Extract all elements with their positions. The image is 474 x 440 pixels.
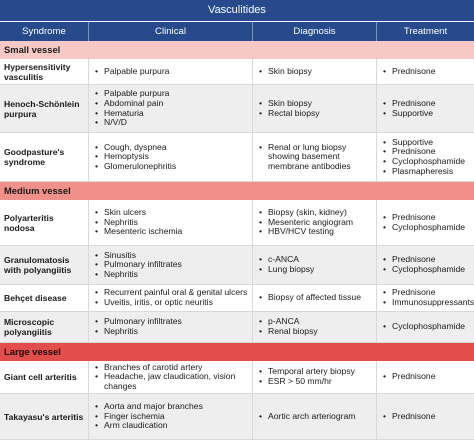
clinical-list — [89, 251, 186, 280]
syndrome-cell — [0, 394, 89, 439]
clinical-item: • Pulmonary infiltrates — [95, 260, 182, 270]
syndrome-name-line: Microscopic — [4, 317, 55, 327]
diagnosis-item: • HBV/HCV testing — [259, 227, 353, 237]
syndrome-name-line: Henoch-Schönlein — [4, 98, 80, 109]
treatment-item: • Prednisone — [383, 99, 435, 109]
syndrome-name — [4, 293, 67, 303]
treatment-list — [377, 288, 474, 307]
clinical-cell — [89, 285, 253, 311]
clinical-list — [89, 89, 173, 127]
diagnosis-cell — [253, 246, 377, 284]
treatment-list — [377, 138, 469, 176]
treatment-item: • Prednisone — [383, 67, 435, 77]
column-header-row — [0, 22, 474, 41]
syndrome-cell — [0, 361, 89, 393]
table-title: Vasculitides — [0, 0, 474, 22]
table-row — [0, 133, 474, 182]
syndrome-name-line: syndrome — [4, 157, 46, 167]
clinical-list — [89, 288, 251, 307]
section-header: Large vessel — [0, 343, 474, 361]
column-header-diagnosis: Diagnosis — [253, 22, 377, 41]
diagnosis-cell — [253, 59, 377, 84]
syndrome-name-line: with polyangiitis — [4, 265, 72, 275]
treatment-item: • Cyclophosphamide — [383, 157, 465, 167]
syndrome-cell — [0, 200, 89, 245]
clinical-item: • Aorta and major branches — [95, 402, 203, 412]
syndrome-cell — [0, 133, 89, 181]
treatment-cell — [377, 246, 474, 284]
syndrome-name — [4, 147, 64, 167]
table-row — [0, 85, 474, 133]
treatment-list — [377, 412, 439, 422]
clinical-item: • Finger ischemia — [95, 412, 203, 422]
clinical-list — [89, 67, 173, 77]
table-row — [0, 246, 474, 285]
treatment-item: • Prednisone — [383, 372, 435, 382]
treatment-list — [377, 322, 469, 332]
diagnosis-item: • Renal or lung biopsy showing basement membrane antibodies — [259, 143, 372, 172]
treatment-item: • Prednisone — [383, 288, 474, 298]
treatment-item: • Prednisone — [383, 147, 465, 157]
clinical-item: • Headache, jaw claudication, vision changes — [95, 372, 248, 391]
syndrome-name — [4, 372, 77, 382]
clinical-item: • Pulmonary infiltrates — [95, 317, 182, 327]
clinical-item: • Nephritis — [95, 327, 182, 337]
treatment-item: • Cyclophosphamide — [383, 322, 465, 332]
syndrome-name-line: Giant cell arteritis — [4, 372, 77, 382]
clinical-item: • Palpable purpura — [95, 67, 169, 77]
diagnosis-item: • ESR > 50 mm/hr — [259, 377, 355, 387]
clinical-item: • N/V/D — [95, 118, 169, 128]
diagnosis-list — [253, 317, 322, 336]
clinical-cell — [89, 59, 253, 84]
clinical-item: • Sinusitis — [95, 251, 182, 261]
clinical-cell — [89, 246, 253, 284]
diagnosis-list — [253, 208, 357, 237]
clinical-item: • Hematuria — [95, 109, 169, 119]
treatment-item: • Plasmapheresis — [383, 167, 465, 177]
diagnosis-cell — [253, 394, 377, 439]
diagnosis-list — [253, 255, 318, 274]
clinical-cell — [89, 312, 253, 342]
clinical-list — [89, 208, 186, 237]
clinical-cell — [89, 85, 253, 132]
treatment-cell — [377, 59, 474, 84]
clinical-item: • Branches of carotid artery — [95, 363, 248, 373]
syndrome-cell — [0, 285, 89, 311]
column-header-treatment: Treatment — [403, 26, 448, 37]
syndrome-name — [4, 412, 83, 422]
diagnosis-list — [253, 99, 324, 118]
syndrome-name-line: Hypersensitivity — [4, 61, 71, 72]
syndrome-name-line: Granulomatosis — [4, 255, 70, 265]
diagnosis-list — [253, 67, 316, 77]
section-header: Small vessel — [0, 41, 474, 59]
clinical-item: • Cough, dyspnea — [95, 143, 176, 153]
treatment-list — [377, 255, 469, 274]
clinical-item: • Nephritis — [95, 218, 182, 228]
clinical-item: • Abdominal pain — [95, 99, 169, 109]
diagnosis-item: • Lung biopsy — [259, 265, 314, 275]
clinical-item: • Glomerulonephritis — [95, 162, 176, 172]
diagnosis-item: • p-ANCA — [259, 317, 318, 327]
clinical-cell — [89, 394, 253, 439]
diagnosis-item: • Biopsy (skin, kidney) — [259, 208, 353, 218]
treatment-item: • Supportive — [383, 138, 465, 148]
diagnosis-cell — [253, 285, 377, 311]
section-header: Medium vessel — [0, 182, 474, 200]
table-row — [0, 59, 474, 85]
table-row — [0, 394, 474, 440]
syndrome-cell — [0, 246, 89, 284]
syndrome-name-line: Polyarteritis nodosa — [4, 212, 54, 233]
treatment-cell — [377, 361, 474, 393]
clinical-item: • Arm claudication — [95, 421, 203, 431]
clinical-item: • Recurrent painful oral & genital ulcers — [95, 288, 247, 298]
treatment-list — [377, 67, 439, 77]
diagnosis-item: • c-ANCA — [259, 255, 314, 265]
diagnosis-item: • Aortic arch arteriogram — [259, 412, 355, 422]
treatment-cell — [377, 312, 474, 342]
diagnosis-item: • Biopsy of affected tissue — [259, 293, 361, 303]
syndrome-name — [4, 317, 54, 337]
syndrome-name — [4, 99, 79, 119]
treatment-cell — [377, 200, 474, 245]
clinical-item: • Palpable purpura — [95, 89, 169, 99]
diagnosis-item: • Skin biopsy — [259, 67, 312, 77]
treatment-list — [377, 99, 439, 118]
syndrome-name — [4, 213, 85, 233]
clinical-item: • Uveitis, iritis, or optic neuritis — [95, 298, 247, 308]
treatment-list — [377, 213, 469, 232]
syndrome-name-line: vasculitis — [4, 71, 44, 82]
diagnosis-item: • Temporal artery biopsy — [259, 367, 355, 377]
clinical-cell — [89, 133, 253, 181]
treatment-item: • Cyclophosphamide — [383, 223, 465, 233]
clinical-item: • Hemoptysis — [95, 152, 176, 162]
treatment-item: • Prednisone — [383, 255, 465, 265]
diagnosis-item: • Rectal biopsy — [259, 109, 320, 119]
syndrome-name-line: purpura — [4, 108, 37, 119]
clinical-item: • Skin ulcers — [95, 208, 182, 218]
syndrome-name-line: Behçet disease — [4, 293, 67, 303]
column-header-clinical: Clinical — [89, 22, 253, 41]
clinical-list — [89, 143, 180, 172]
table-row — [0, 200, 474, 246]
diagnosis-item: • Renal biopsy — [259, 327, 318, 337]
diagnosis-list — [253, 143, 376, 172]
diagnosis-cell — [253, 200, 377, 245]
clinical-list — [89, 317, 186, 336]
clinical-list — [89, 363, 252, 392]
diagnosis-cell — [253, 312, 377, 342]
treatment-cell — [377, 85, 474, 132]
syndrome-name-line: Takayasu's arteritis — [4, 411, 84, 422]
treatment-cell — [377, 285, 474, 311]
syndrome-name — [4, 255, 71, 275]
syndrome-name-line: Goodpasture's — [4, 147, 65, 157]
syndrome-name-line: polyangiitis — [4, 327, 52, 337]
table-row — [0, 361, 474, 394]
diagnosis-cell — [253, 133, 377, 181]
clinical-list — [89, 402, 207, 431]
clinical-item: • Nephritis — [95, 270, 182, 280]
clinical-cell — [89, 361, 253, 393]
column-header-syndrome: Syndrome — [0, 22, 89, 41]
syndrome-cell — [0, 59, 89, 84]
diagnosis-list — [253, 367, 359, 386]
treatment-item: • Prednisone — [383, 412, 435, 422]
diagnosis-item: • Mesenteric angiogram — [259, 218, 353, 228]
clinical-cell — [89, 200, 253, 245]
clinical-item: • Mesenteric ischemia — [95, 227, 182, 237]
table-row — [0, 285, 474, 312]
diagnosis-list — [253, 412, 359, 422]
treatment-list — [377, 372, 439, 382]
treatment-cell — [377, 394, 474, 439]
treatment-item: • Supportive — [383, 109, 435, 119]
treatment-item: • Immunosuppressants — [383, 298, 474, 308]
table-body — [0, 41, 474, 440]
diagnosis-cell — [253, 85, 377, 132]
diagnosis-list — [253, 293, 365, 303]
table-row — [0, 312, 474, 343]
syndrome-cell — [0, 85, 89, 132]
syndrome-name — [4, 62, 70, 82]
treatment-item: • Prednisone — [383, 213, 465, 223]
treatment-item: • Cyclophosphamide — [383, 265, 465, 275]
diagnosis-item: • Skin biopsy — [259, 99, 320, 109]
diagnosis-cell — [253, 361, 377, 393]
treatment-cell — [377, 133, 474, 181]
syndrome-cell — [0, 312, 89, 342]
